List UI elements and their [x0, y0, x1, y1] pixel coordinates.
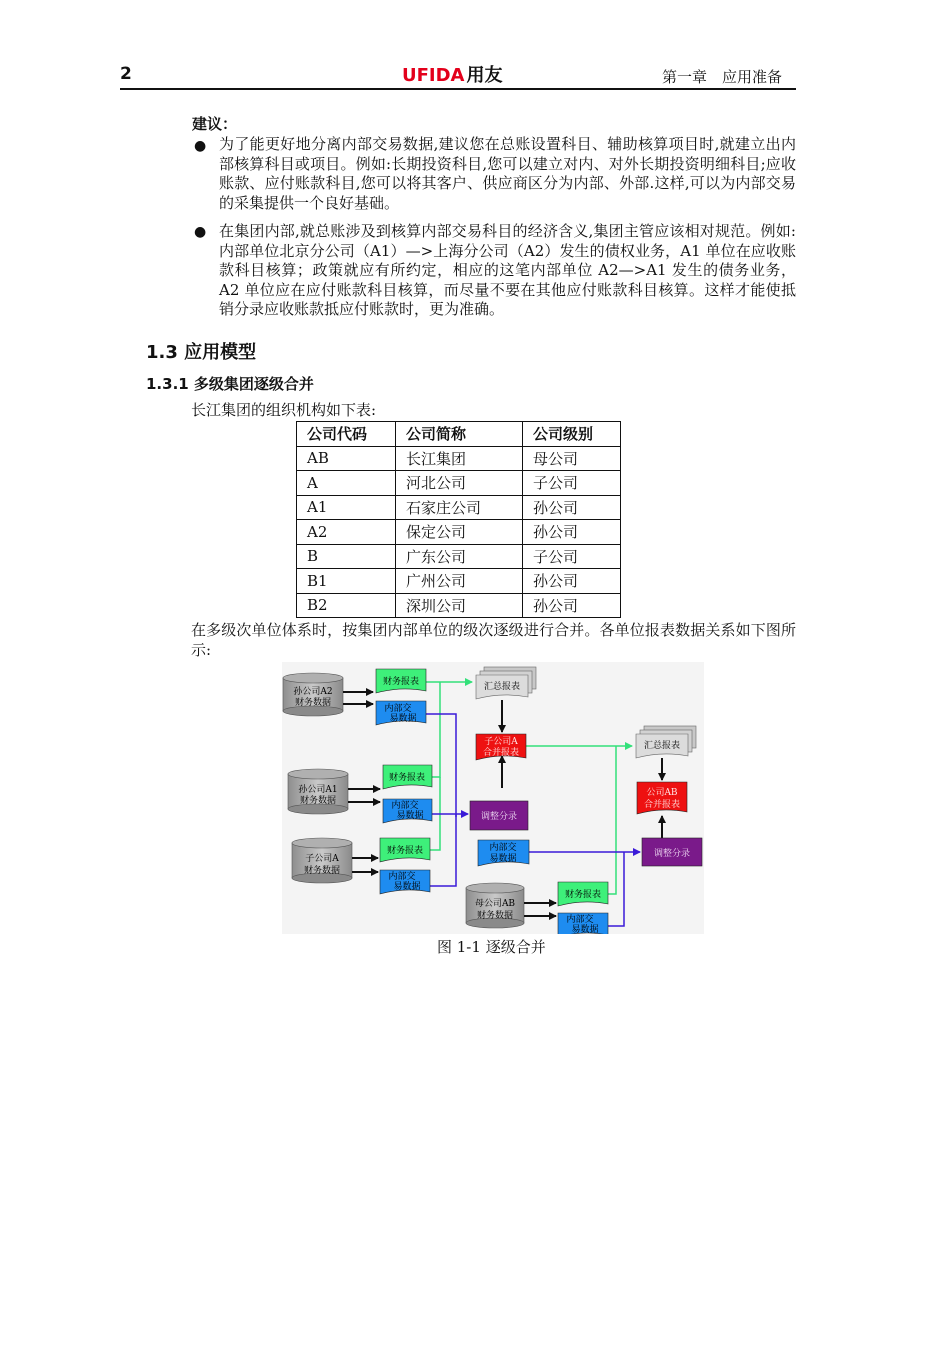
table-cell: AB — [297, 446, 396, 471]
table-cell: B2 — [297, 593, 396, 618]
source-label: 财务数据 — [294, 698, 332, 708]
svg-text:调整分录: 调整分录 — [480, 812, 518, 822]
table-cell: 孙公司 — [523, 569, 621, 594]
svg-text:汇总报表: 汇总报表 — [483, 682, 521, 692]
svg-text:财务报表: 财务报表 — [382, 677, 420, 687]
logo-cn: 用友 — [466, 65, 503, 86]
table-intro: 长江集团的组织机构如下表: — [191, 401, 377, 419]
table-cell: 石家庄公司 — [396, 495, 523, 520]
header-rule — [120, 88, 796, 90]
svg-text:内部交: 内部交 — [489, 843, 517, 853]
svg-text:内部交: 内部交 — [566, 915, 594, 925]
svg-text:易数据: 易数据 — [389, 714, 417, 724]
svg-text:内部交: 内部交 — [384, 704, 412, 714]
org-table — [296, 421, 621, 618]
svg-text:合并报表: 合并报表 — [482, 748, 520, 758]
suggestion-bullet-2: 在集团内部,就总账涉及到核算内部交易科目的经济含义,集团主管应该相对规范。例如:内部单位北京分公司（A1）—>上海分公司（A2）发生的债权业务，A1 单位在应收账款科目核算；政策就应有所约定，相应的这笔内部单位 A2—>A1 发生的债务业务，A2 单位应在应付账款科目核算，而尽量不要在其他应付账款科目核算。这样才能使抵销分录应收账款抵应付账款时，更为准确。 — [219, 222, 796, 318]
table-cell: A — [297, 471, 396, 496]
svg-text:汇总报表: 汇总报表 — [643, 741, 681, 751]
table-row — [297, 569, 621, 594]
column-header: 公司简称 — [396, 422, 523, 447]
table-cell: B1 — [297, 569, 396, 594]
internal-data-box — [558, 913, 608, 934]
internal-data-box-merged — [478, 840, 529, 866]
table-cell: A2 — [297, 520, 396, 545]
chapter-title: 第一章 应用准备 — [662, 68, 783, 86]
subsidiary-consolidated-report — [476, 734, 526, 760]
table-row — [297, 471, 621, 496]
table-cell: 子公司 — [523, 471, 621, 496]
table-cell: 保定公司 — [396, 520, 523, 545]
bullet-dot: ● — [194, 224, 207, 240]
source-label: 财务数据 — [299, 796, 337, 806]
svg-text:内部交: 内部交 — [388, 872, 416, 882]
svg-text:子公司A: 子公司A — [484, 737, 518, 747]
diagram-intro: 在多级次单位体系时，按集团内部单位的级次逐级进行合并。各单位报表数据关系如下图所示: — [191, 621, 796, 659]
svg-text:易数据: 易数据 — [396, 811, 424, 821]
svg-text:财务报表: 财务报表 — [388, 773, 426, 783]
table-cell: 长江集团 — [396, 446, 523, 471]
table-row — [297, 495, 621, 520]
table-cell: 深圳公司 — [396, 593, 523, 618]
table-row — [297, 520, 621, 545]
table-cell: 孙公司 — [523, 495, 621, 520]
page-number: 2 — [120, 64, 132, 84]
column-header: 公司代码 — [297, 422, 396, 447]
source-label: 财务数据 — [476, 911, 514, 921]
internal-data-box — [376, 701, 426, 725]
svg-text:易数据: 易数据 — [393, 882, 421, 892]
internal-data-box — [383, 799, 432, 823]
internal-data-box — [380, 870, 430, 894]
svg-text:调整分录: 调整分录 — [653, 849, 691, 859]
svg-text:财务报表: 财务报表 — [564, 890, 602, 900]
table-row — [297, 593, 621, 618]
table-row — [297, 544, 621, 569]
table-cell: 广州公司 — [396, 569, 523, 594]
source-label: 子公司A — [305, 854, 339, 864]
table-cell: 孙公司 — [523, 520, 621, 545]
suggestion-bullet-1: 为了能更好地分离内部交易数据,建议您在总账设置科目、辅助核算项目时,就建立出内部核算科目或项目。例如:长期投资科目,您可以建立对内、对外长期投资明细科目;应收账款、应付账款科目,您可以将其客户、供应商区分为内部、外部.这样,可以为内部交易的采集提供一个良好基础。 — [219, 135, 796, 212]
group-consolidated-report — [637, 782, 687, 814]
table-row — [297, 446, 621, 471]
column-header: 公司级别 — [523, 422, 621, 447]
table-cell: 母公司 — [523, 446, 621, 471]
source-label: 母公司AB — [474, 899, 516, 909]
source-label: 财务数据 — [303, 866, 341, 876]
source-label: 孙公司A1 — [298, 785, 338, 795]
svg-text:合并报表: 合并报表 — [643, 800, 681, 810]
suggestion-title: 建议： — [192, 115, 238, 133]
table-cell: 河北公司 — [396, 471, 523, 496]
section-heading: 1.3 应用模型 — [146, 342, 257, 363]
figure-caption: 图 1-1 逐级合并 — [437, 938, 546, 956]
table-cell: 子公司 — [523, 544, 621, 569]
svg-text:公司AB: 公司AB — [646, 788, 678, 798]
summary-report-stack — [476, 667, 536, 699]
table-cell: 广东公司 — [396, 544, 523, 569]
table-header-row — [297, 422, 621, 447]
table-cell: B — [297, 544, 396, 569]
adjustment-entry-box — [642, 838, 702, 866]
summary-report-stack — [636, 726, 696, 758]
svg-text:财务报表: 财务报表 — [386, 846, 424, 856]
table-cell: A1 — [297, 495, 396, 520]
logo-latin: UFIDA — [402, 65, 465, 86]
svg-text:内部交: 内部交 — [391, 801, 419, 811]
table-cell: 孙公司 — [523, 593, 621, 618]
source-label: 孙公司A2 — [293, 687, 333, 697]
consolidation-diagram — [282, 662, 704, 934]
svg-text:易数据: 易数据 — [489, 854, 517, 864]
svg-text:易数据: 易数据 — [571, 925, 599, 934]
adjustment-entry-box — [470, 801, 528, 830]
ufida-logo — [402, 61, 502, 87]
subsection-heading: 1.3.1 多级集团逐级合并 — [146, 375, 314, 393]
bullet-dot: ● — [194, 138, 207, 154]
